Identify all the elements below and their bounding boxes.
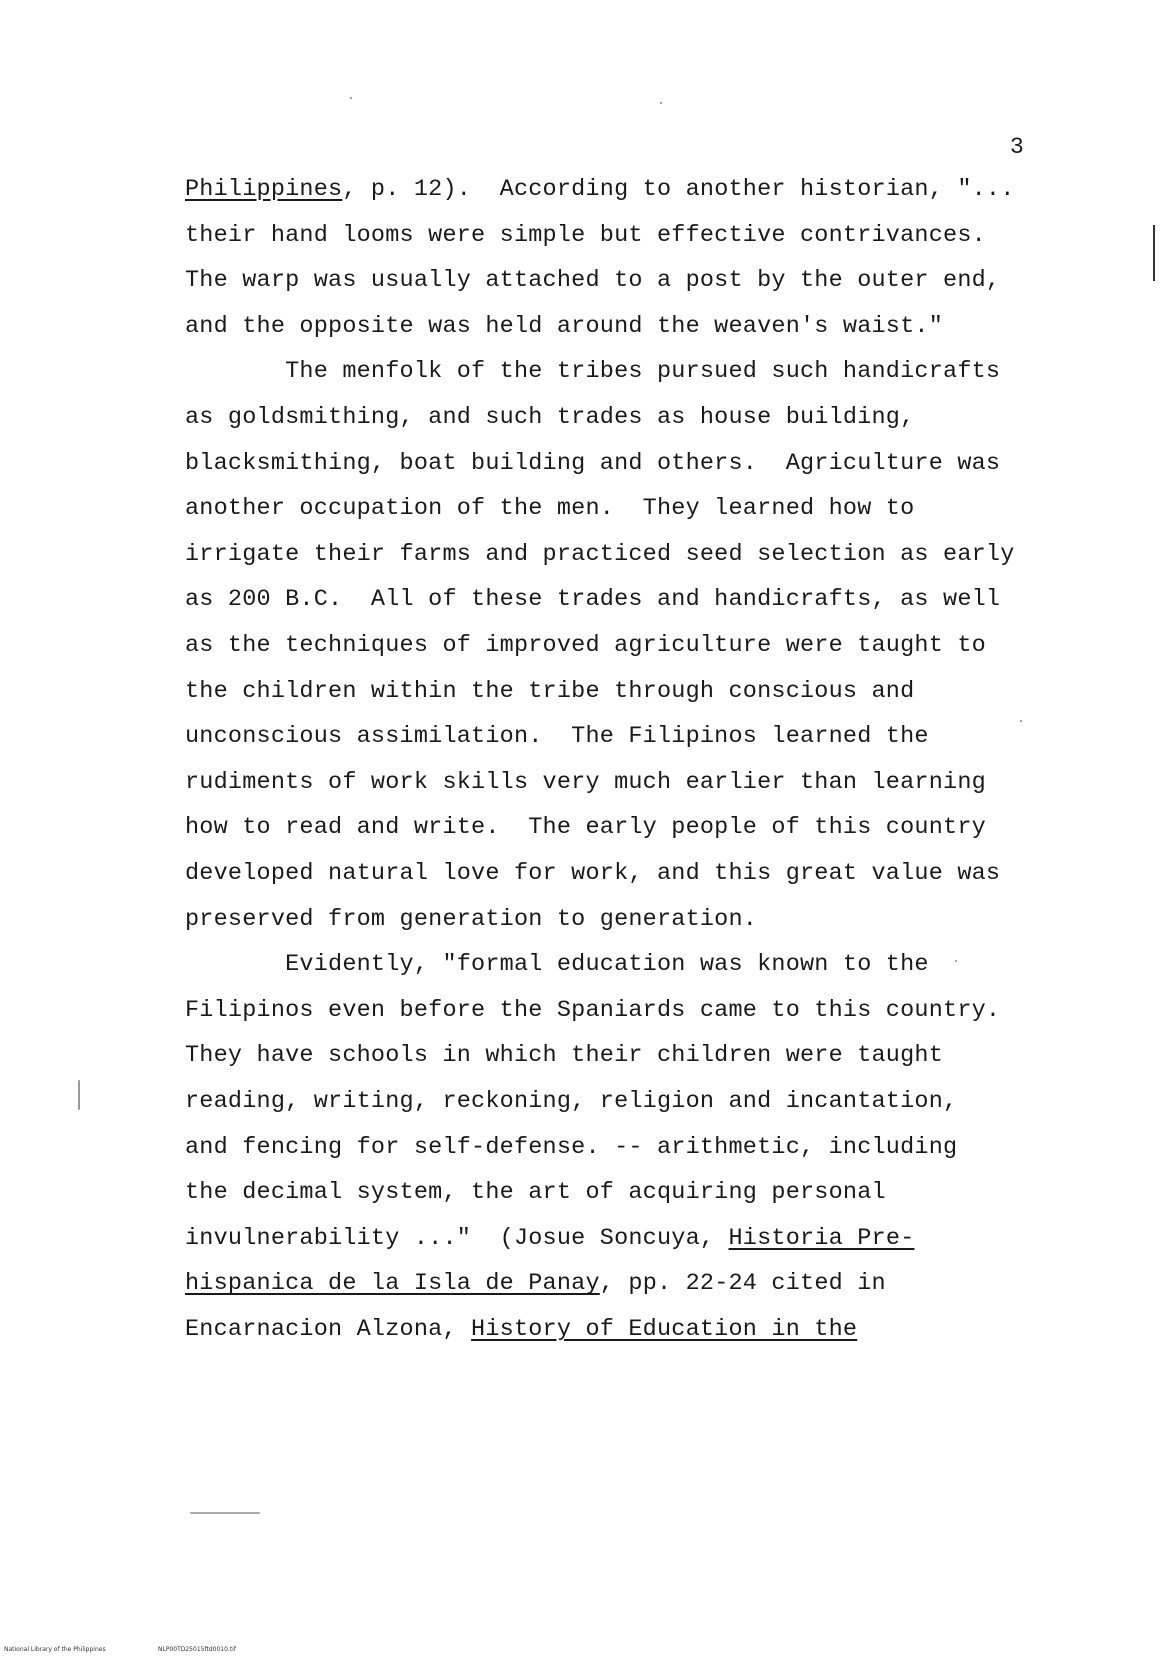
page-number: 3 bbox=[1010, 134, 1024, 160]
scan-speck bbox=[78, 1080, 80, 1110]
underlined-title: hispanica de la Isla de Panay bbox=[185, 1270, 600, 1298]
footer-library: National Library of the Philippines bbox=[4, 1646, 106, 1653]
text-segment: how to read and write. The early people of this country bbox=[185, 814, 986, 842]
text-line bbox=[185, 404, 914, 431]
text-line bbox=[185, 541, 1015, 568]
text-segment: as the techniques of improved agriculture were taught to bbox=[185, 632, 986, 659]
text-line bbox=[185, 997, 1000, 1024]
text-segment: irrigate their farms and practiced seed selection as early bbox=[185, 540, 1015, 568]
text-segment: developed natural love for work, and this great value was bbox=[185, 860, 1001, 887]
text-line bbox=[185, 450, 1000, 477]
text-line bbox=[185, 678, 914, 705]
text-line bbox=[185, 769, 986, 796]
text-line bbox=[185, 632, 986, 659]
scan-speck bbox=[660, 102, 662, 104]
text-segment: as 200 B.C. All of these trades and handicrafts, as well bbox=[185, 586, 1001, 614]
text-segment: and the opposite was held around the weaven's waist." bbox=[185, 312, 944, 340]
text-segment: the decimal system, the art of acquiring personal bbox=[185, 1179, 886, 1207]
margin-mark bbox=[1153, 225, 1155, 281]
text-line bbox=[185, 814, 986, 841]
text-segment: reading, writing, reckoning, religion and incantation, bbox=[185, 1088, 958, 1115]
text-line bbox=[185, 358, 1000, 385]
text-line bbox=[185, 906, 757, 933]
text-line bbox=[185, 1225, 914, 1252]
text-line bbox=[185, 267, 1000, 294]
text-line bbox=[185, 951, 929, 978]
text-line bbox=[185, 222, 986, 249]
text-segment: unconscious assimilation. The Filipinos learned the bbox=[185, 723, 929, 751]
text-line bbox=[185, 586, 1000, 613]
text-segment: , pp. 22-24 cited in bbox=[599, 1270, 886, 1298]
underlined-title: Historia Pre- bbox=[728, 1224, 915, 1252]
text-segment: Encarnacion Alzona, bbox=[185, 1316, 472, 1343]
text-segment: another occupation of the men. They learned how to bbox=[185, 495, 915, 523]
underlined-title: History of Education in the bbox=[471, 1316, 858, 1343]
text-line bbox=[185, 723, 929, 750]
text-line bbox=[185, 860, 1000, 887]
text-segment: blacksmithing, boat building and others. Agriculture was bbox=[185, 449, 1001, 477]
text-segment: their hand looms were simple but effective contrivances. bbox=[185, 221, 986, 249]
scan-speck bbox=[190, 1512, 260, 1514]
text-segment: Evidently, "formal education was known to the bbox=[185, 951, 929, 979]
scan-speck bbox=[955, 960, 957, 962]
scan-speck bbox=[1020, 720, 1022, 722]
underlined-title: Philippines bbox=[185, 176, 343, 203]
text-segment: , p. 12). According to another historian, "... bbox=[342, 176, 1015, 203]
text-segment: preserved from generation to generation. bbox=[185, 905, 758, 933]
text-segment: the children within the tribe through conscious and bbox=[185, 677, 915, 705]
text-line bbox=[185, 313, 943, 340]
text-segment: rudiments of work skills very much earlier than learning bbox=[185, 768, 986, 796]
text-segment: Filipinos even before the Spaniards came to this country. bbox=[185, 996, 1001, 1024]
text-line bbox=[185, 1270, 886, 1297]
text-line bbox=[185, 1088, 957, 1115]
footer-filename: NLP00TD25015ftd0010.tif bbox=[158, 1646, 236, 1653]
scan-speck bbox=[350, 97, 352, 99]
text-line bbox=[185, 1179, 886, 1206]
text-line bbox=[185, 176, 1015, 203]
text-line bbox=[185, 1042, 943, 1069]
text-line bbox=[185, 1316, 857, 1343]
text-segment: The warp was usually attached to a post by the outer end, bbox=[185, 267, 1001, 295]
text-segment: as goldsmithing, and such trades as house building, bbox=[185, 404, 915, 431]
text-segment: They have schools in which their children were taught bbox=[185, 1042, 944, 1070]
text-segment: and fencing for self-defense. -- arithmetic, including bbox=[185, 1133, 958, 1161]
text-segment: invulnerability ..." (Josue Soncuya, bbox=[185, 1224, 729, 1252]
text-segment: The menfolk of the tribes pursued such handicrafts bbox=[185, 358, 1001, 386]
text-line bbox=[185, 1134, 957, 1161]
text-line bbox=[185, 495, 914, 522]
